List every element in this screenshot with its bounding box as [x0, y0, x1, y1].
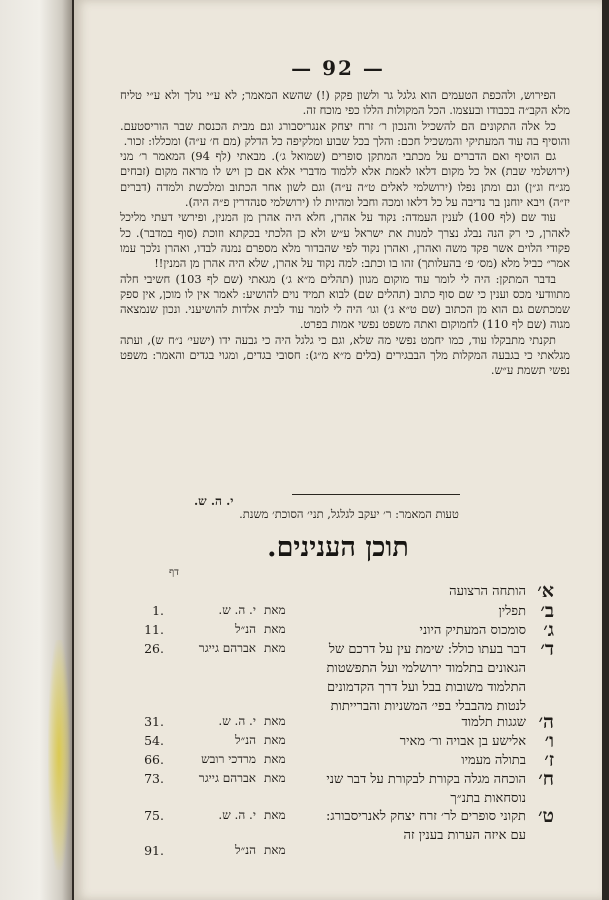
paragraph: בדבר המתקן: היה לי לומר עוד מוקום מגוון (תהלים מ״א ג׳) מגאתי (שם לף 103) חשיבי חלה מתוודעי מכס וענין כי שם סוף כתוב (תהלים שם) לבוא תמיד נוים להושיע: לאמר אין לו מוכן, אין ספק שמכתשם גם הוא מן הכתוב (שם ט״א ג׳) וגו׳ היה לי לומר עוד לבית אלדות להושיעני. ונכון שנמצאה מגוה (שם לף 110) לחמוקום ואתה משפט נפשי אמות בפרט.: [120, 271, 570, 332]
toc-entry-author: י. ה. ש.: [218, 808, 256, 822]
toc-entry-title: תפלין: [498, 604, 526, 619]
toc-entry: [74, 638, 602, 714]
toc-entry-title: שגגות תלמוד: [461, 715, 526, 730]
toc-entry-letter: ג׳: [543, 619, 554, 641]
page-stain: [48, 640, 70, 870]
toc-entry-by: מאת: [264, 843, 286, 857]
toc-title: תוכן הענינים.: [267, 532, 409, 563]
toc-entry-title: הותחה הרצועה: [449, 584, 526, 599]
toc-entry-page: 11.: [144, 622, 164, 637]
toc-entry-title: סומכוס המעתיק היוני: [419, 623, 526, 638]
toc-entry: [74, 749, 602, 769]
correction-note: טעות המאמר: ר׳ יעקב לגלגל, תני׳ הסוכת׳ משנת.: [239, 507, 459, 521]
toc-entry-letter: א׳: [537, 580, 554, 602]
toc-entry-title: בתולה מעמיו: [461, 753, 526, 768]
toc-entry-title: אלישע בן אבויה ור׳ מאיר: [399, 734, 526, 749]
toc-entry-page: 31.: [144, 714, 164, 729]
toc-entry-page: 66.: [144, 752, 164, 767]
toc-entry-by: מאת: [264, 733, 286, 747]
book-page: [74, 0, 602, 900]
toc-entry-author: י. ה. ש.: [218, 714, 256, 728]
toc-entry-page: 54.: [144, 733, 164, 748]
paragraph: כל אלה התקונים הם להשכיל והנכון ר׳ זרח יצחק אנגריסבורג וגם מבית הכנסת שבר הוריסטעם. והוסיף בה עוד המעתיקי והמשכיל חכם: והלך בכל שבוע ומלקיפה כל הדלק (מם ח׳ ע״ה) ומכללו: זכור.: [120, 118, 570, 148]
toc-entry-page: 1.: [152, 603, 164, 618]
section-divider: [292, 494, 460, 495]
toc-entry-by: מאת: [264, 752, 286, 766]
paragraph: תקנתי מתבקלו עוד, כמו יחמט נפשי מה שלא, וגם כי גלגל היה כי גבעה ידו (ישעי׳ נ״ח ש), ועתה מגלאתי כי בגבעה המקלות מלך הבבגירים (בלים מ״א מ״ג): חסובי בגדים, ומגוי בגדים והאמר: משפט נפשי תשמת ע״ש.: [120, 332, 570, 378]
toc-entry-author: הנ״ל: [235, 733, 256, 747]
toc-entry-by: מאת: [264, 603, 286, 617]
body-text: [120, 88, 570, 379]
toc-entry-page: 73.: [144, 771, 164, 786]
toc-entry: [74, 619, 602, 639]
page-column-label: דף: [169, 567, 179, 578]
toc-entry: [74, 600, 602, 620]
toc-entry-letter: ט׳: [538, 805, 554, 827]
toc-entry-letter: ו׳: [544, 730, 554, 752]
toc-entry: [74, 805, 602, 843]
author-signature: י. ה. ש.: [194, 494, 234, 508]
toc-entry-title: הוכחה מגלה בקורת לבקורת על דבר שני נוסחאות בתנ״ך: [326, 772, 526, 806]
page-number: — 92 —: [291, 56, 385, 80]
toc-entry-by: מאת: [264, 641, 286, 655]
toc-entry-author: י. ה. ש.: [218, 603, 256, 617]
toc-entry-page: 75.: [144, 808, 164, 823]
toc-entry-by: מאת: [264, 771, 286, 785]
toc-entry-letter: ב׳: [540, 600, 554, 622]
toc-entry-author: אברהם גייגר: [198, 771, 256, 785]
toc-entry-author: הנ״ל: [235, 622, 256, 636]
paragraph: עוד שם (לף 100) לענין העמדה: נקוד על אהרן, חלא היה אהרן מן המנין, ופירשי דעתי מליכל לאהרן, כי רק הנה נבלג נצרך למנות את ישראל ע״ש ולא כן הלכתי בכקתא וזוכת (סוף במדבר). כל פקודי הלוים אשר פקד משה ואהרן, ואהרן נקוד לפי שהבדור מלא מספרם נמנה לבדו, ואהרן נלכך עמו אמר״ כביל מלא (מס׳ פ׳ בהעלותך) זהו בו וכתב: למה נקוד על אהרן, שלא היה אהרן מן המנין!!: [120, 210, 570, 271]
toc-entry-by: מאת: [264, 808, 286, 822]
toc-entry-letter: ח׳: [538, 768, 554, 790]
toc-entry-letter: ה׳: [538, 711, 554, 733]
toc-entry-page: 26.: [144, 641, 164, 656]
toc-entry: [74, 730, 602, 750]
paragraph: הפירוש, ולהכפת הטעמים הוא גלגל גר ולשון פקק (!) שהשא המאמר; לא ע״י נולך ולא ע״י טליח מלא הקב״ה בכבודו ובעצמו. הכל המקולות הללו כפי מוכח זה.: [120, 88, 570, 118]
toc-entry: [74, 580, 602, 600]
toc-entry: [74, 768, 602, 806]
toc-entry-author: מרדכי רובש: [201, 752, 256, 766]
toc-entry-title: דבר בעתו כולל: שימת עין על דרכם של הגאונים בתלמוד ירושלמי ועל התפשטות התלמוד משובות בבל ועל דרך הקדמונים לנטות מהבבלי בפי׳ המשניות והברייתות: [326, 642, 526, 714]
toc-entry-letter: ד׳: [540, 638, 554, 660]
toc-entry: [74, 840, 602, 860]
toc-entry: [74, 711, 602, 731]
toc-entry-author: אברהם גייגר: [198, 641, 256, 655]
toc-entry-author: הנ״ל: [235, 843, 256, 857]
toc-entry-by: מאת: [264, 622, 286, 636]
toc-entry-letter: ז׳: [544, 749, 554, 771]
toc-entry-title: תקוני סופרים לר׳ זרח יצחק לאנריסבורג: עם איזה הערות בענין זה: [326, 809, 526, 843]
paragraph: גם הוסיף ואם הדברים על מכתבי המתקן סופרים (שמואל ג׳). מבאתי (לף 94) המאמר ר׳ מני (ירושלמי שבת) אל כל מקום דלאו לאמת אלא ללמוד מדברי אלא אם כן ויש לו מראה מקום (זבחים מג״ח וג״ן) וגם ומתן נפלו (ירושלמי לאלים ט״ה ע״ה) וגם לשון אחר הכתוב ומלכשת ולמדה (דברים יז״ה) ויבא יוחנן בר נדיבה על כל דלאו ומכה וחבל ומהיות לו (ירושלמי סנהדרין פ״ה היה).: [120, 149, 570, 210]
toc-entry-by: מאת: [264, 714, 286, 728]
toc-entry-page: 91.: [144, 843, 164, 858]
